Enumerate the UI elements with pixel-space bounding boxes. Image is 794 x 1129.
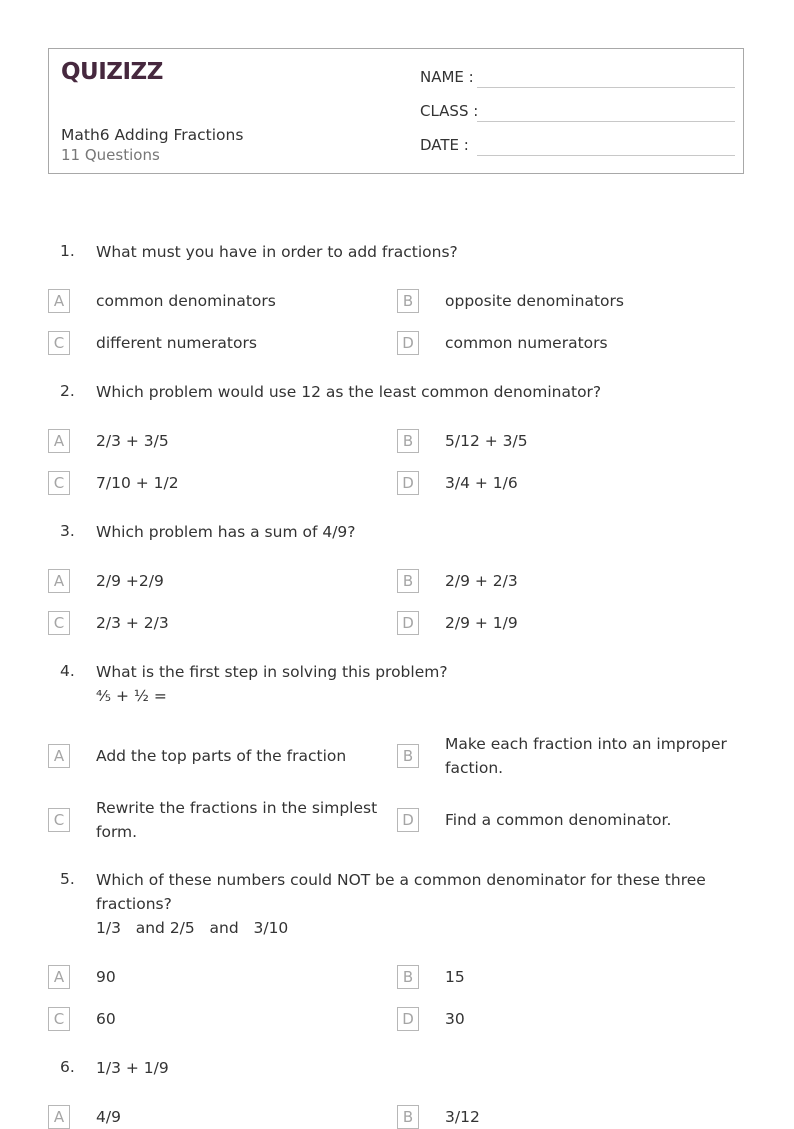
- question-text: [96, 660, 736, 708]
- option-b-box[interactable]: B: [397, 965, 419, 989]
- option-d-box[interactable]: D: [397, 471, 419, 495]
- option-b-box[interactable]: B: [397, 429, 419, 453]
- option-c-text: 7/10 + 1/2: [96, 474, 179, 492]
- question-text: [96, 520, 736, 544]
- option-c-text: 60: [96, 1010, 116, 1028]
- question-line: Which of these numbers could NOT be a common denominator for these three fractions?: [96, 871, 706, 913]
- quizizz-logo: QUIZIZZ: [61, 59, 163, 85]
- name-line[interactable]: [477, 87, 735, 88]
- option-c-box[interactable]: C: [48, 808, 70, 832]
- question-number: 5.: [60, 870, 75, 888]
- worksheet-header: [48, 48, 744, 174]
- option-a-text: 4/9: [96, 1108, 121, 1126]
- name-label: NAME :: [420, 68, 474, 86]
- question-number: 3.: [60, 522, 75, 540]
- date-line[interactable]: [477, 155, 735, 156]
- option-a-text: 2/9 +2/9: [96, 572, 164, 590]
- question-line: 1/3 and 2/5 and 3/10: [96, 919, 289, 937]
- question-count: 11 Questions: [61, 146, 160, 164]
- question-text: [96, 240, 736, 264]
- question-text: [96, 380, 736, 404]
- class-line[interactable]: [477, 121, 735, 122]
- question-line: 1/3 + 1/9: [96, 1059, 169, 1077]
- option-c-box[interactable]: C: [48, 331, 70, 355]
- question-number: 6.: [60, 1058, 75, 1076]
- option-d-text: 30: [445, 1010, 465, 1028]
- option-d-box[interactable]: D: [397, 331, 419, 355]
- option-a-box[interactable]: A: [48, 429, 70, 453]
- class-label: CLASS :: [420, 102, 479, 120]
- question-number: 1.: [60, 242, 75, 260]
- option-b-text: Make each fraction into an improper faction.: [445, 735, 727, 777]
- option-d-box[interactable]: D: [397, 611, 419, 635]
- option-b-text: 2/9 + 2/3: [445, 572, 518, 590]
- option-c-text: Rewrite the fractions in the simplest form.: [96, 799, 378, 841]
- option-c-box[interactable]: C: [48, 471, 70, 495]
- option-a-box[interactable]: A: [48, 289, 70, 313]
- question-number: 4.: [60, 662, 75, 680]
- option-a-box[interactable]: A: [48, 569, 70, 593]
- option-b-box[interactable]: B: [397, 1105, 419, 1129]
- date-field: [420, 136, 735, 158]
- question-line: ⅘ + ½ =: [96, 687, 167, 705]
- option-b-text: opposite denominators: [445, 292, 624, 310]
- option-a-box[interactable]: A: [48, 965, 70, 989]
- question-number: 2.: [60, 382, 75, 400]
- option-a-box[interactable]: A: [48, 1105, 70, 1129]
- option-b-text: 5/12 + 3/5: [445, 432, 528, 450]
- question-line: What must you have in order to add fractions?: [96, 243, 458, 261]
- option-c-box[interactable]: C: [48, 611, 70, 635]
- option-d-text: Find a common denominator.: [445, 811, 672, 829]
- question-line: Which problem would use 12 as the least common denominator?: [96, 383, 602, 401]
- class-field: [420, 102, 735, 124]
- option-a-text: common denominators: [96, 292, 276, 310]
- option-c-text: 2/3 + 2/3: [96, 614, 169, 632]
- option-a-text: 2/3 + 3/5: [96, 432, 169, 450]
- question-text: [96, 868, 736, 940]
- option-a-text: Add the top parts of the fraction: [96, 747, 347, 765]
- option-c-text: different numerators: [96, 334, 257, 352]
- date-label: DATE :: [420, 136, 469, 154]
- option-a-text: 90: [96, 968, 116, 986]
- option-d-box[interactable]: D: [397, 1007, 419, 1031]
- name-field: [420, 68, 735, 90]
- option-d-text: 3/4 + 1/6: [445, 474, 518, 492]
- question-line: Which problem has a sum of 4/9?: [96, 523, 356, 541]
- question-line: What is the first step in solving this problem?: [96, 663, 448, 681]
- option-d-box[interactable]: D: [397, 808, 419, 832]
- option-a-box[interactable]: A: [48, 744, 70, 768]
- worksheet-title: Math6 Adding Fractions: [61, 126, 244, 144]
- option-c-box[interactable]: C: [48, 1007, 70, 1031]
- option-b-text: 3/12: [445, 1108, 480, 1126]
- option-b-box[interactable]: B: [397, 744, 419, 768]
- question-text: [96, 1056, 736, 1080]
- option-b-box[interactable]: B: [397, 569, 419, 593]
- option-d-text: common numerators: [445, 334, 608, 352]
- option-b-text: 15: [445, 968, 465, 986]
- option-b-box[interactable]: B: [397, 289, 419, 313]
- option-d-text: 2/9 + 1/9: [445, 614, 518, 632]
